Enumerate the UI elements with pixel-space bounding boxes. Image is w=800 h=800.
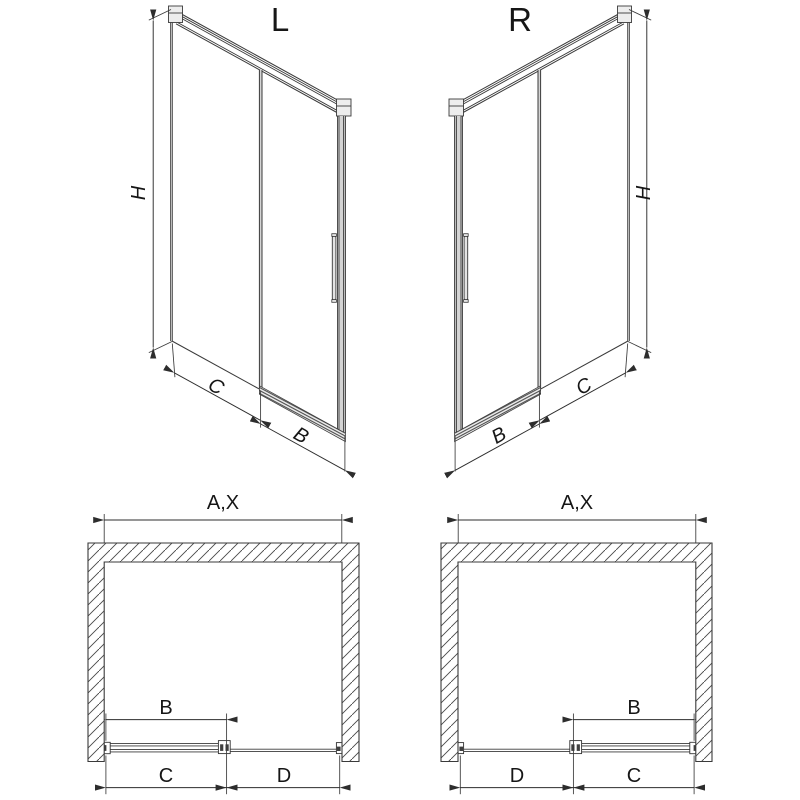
plan-right-dim-door-label: B: [627, 697, 641, 719]
iso-right-dim-door-label: B: [487, 422, 511, 449]
plan-right-dim-d-label: D: [509, 765, 525, 787]
fixed-glass-panel: [171, 23, 260, 390]
plan-left-walls: [88, 543, 359, 762]
panel-division-profile: [259, 70, 262, 389]
plan-right-walls: [441, 543, 712, 762]
plan-left-dim-total-label: A,X: [206, 492, 240, 514]
rail-end-cap-right: [337, 99, 352, 116]
plan-left-dim-c-label: C: [158, 765, 174, 787]
door-handle: [332, 234, 337, 303]
iso-right-dim-height-label: H: [633, 185, 655, 201]
door-side-profile: [338, 116, 346, 433]
iso-left-dim-height-label: H: [128, 185, 150, 201]
plan-sliding-panel: [102, 741, 230, 754]
plan-left-dim-door-label: B: [159, 697, 173, 719]
iso-left-variant-label: L: [270, 1, 290, 38]
rail-end-cap-left: [169, 6, 183, 23]
iso-right-dim-fixed-label: C: [572, 373, 596, 400]
plan-right-dim-c-label: C: [626, 765, 642, 787]
plan-right-dim-total-label: A,X: [560, 492, 594, 514]
iso-door-lineart: [149, 6, 351, 472]
plan-fixed-panel: [230, 743, 343, 754]
dim-plan-segments: [106, 756, 340, 795]
iso-left-dim-door-label: B: [289, 422, 313, 449]
iso-door-lineart-mirrored: [449, 6, 651, 472]
plan-left-dim-d-label: D: [276, 765, 292, 787]
iso-right-variant-label: R: [508, 1, 532, 38]
dim-height: [149, 10, 172, 353]
iso-left-dim-fixed-label: C: [204, 373, 228, 400]
